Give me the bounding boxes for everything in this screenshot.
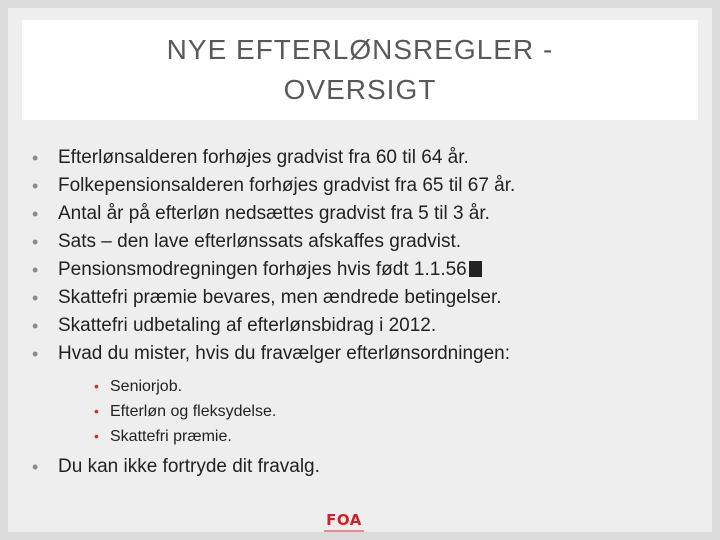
bullet-text: Skattefri udbetaling af efterlønsbidrag i 2012. xyxy=(58,315,437,336)
slide xyxy=(8,8,712,532)
bullet-dot: • xyxy=(32,457,39,477)
bullet-dot: • xyxy=(32,288,39,308)
sub-bullet-dot: • xyxy=(94,403,99,419)
bullet-item xyxy=(28,144,698,172)
slide-title: NYE EFTERLØNSREGLER - OVERSIGT xyxy=(166,34,554,105)
bullet-text: Antal år på efterløn nedsættes gradvist fra 5 til 3 år. xyxy=(58,203,490,224)
bullet-text: Pensionsmodregningen forhøjes hvis født 1.1.56 xyxy=(58,259,467,280)
sub-bullet-item xyxy=(58,424,698,449)
bullet-item xyxy=(28,312,698,340)
bullet-list xyxy=(28,144,698,481)
bullet-text: Hvad du mister, hvis du fravælger efterlønsordningen: xyxy=(58,343,510,364)
sub-bullet-list xyxy=(58,374,698,449)
logo-text: FOA xyxy=(326,511,362,529)
sub-bullet-dot: • xyxy=(94,428,99,444)
bullet-text: Skattefri præmie bevares, men ændrede betingelser. xyxy=(58,287,502,308)
sub-bullet-text: Efterløn og fleksydelse. xyxy=(110,403,277,420)
sub-bullet-text: Skattefri præmie. xyxy=(110,428,232,445)
sub-bullet-item xyxy=(58,374,698,399)
sub-bullet-dot: • xyxy=(94,378,99,394)
bullet-dot: • xyxy=(32,316,39,336)
bullet-dot: • xyxy=(32,232,39,252)
sub-bullet-text: Seniorjob. xyxy=(110,378,183,395)
bullet-text: Du kan ikke fortryde dit fravalg. xyxy=(58,456,320,477)
bullet-item xyxy=(28,200,698,228)
bullet-dot: • xyxy=(32,176,39,196)
bullet-item xyxy=(28,453,698,481)
foa-logo xyxy=(320,513,368,535)
bullet-text: Efterlønsalderen forhøjes gradvist fra 60 til 64 år. xyxy=(58,147,469,168)
bullet-dot: • xyxy=(32,148,39,168)
bullet-text: Sats – den lave efterlønssats afskaffes gradvist. xyxy=(58,231,462,252)
sub-bullet-item xyxy=(58,399,698,424)
missing-glyph-icon xyxy=(469,261,482,277)
logo-underline xyxy=(324,530,364,532)
bullet-item xyxy=(28,284,698,312)
bullet-item xyxy=(28,256,698,284)
title-box xyxy=(22,20,698,120)
bullet-dot: • xyxy=(32,344,39,364)
bullet-item xyxy=(28,340,698,449)
bullet-dot: • xyxy=(32,204,39,224)
bullet-item xyxy=(28,228,698,256)
bullet-dot: • xyxy=(32,260,39,280)
bullet-item xyxy=(28,172,698,200)
bullet-text: Folkepensionsalderen forhøjes gradvist fra 65 til 67 år. xyxy=(58,175,516,196)
